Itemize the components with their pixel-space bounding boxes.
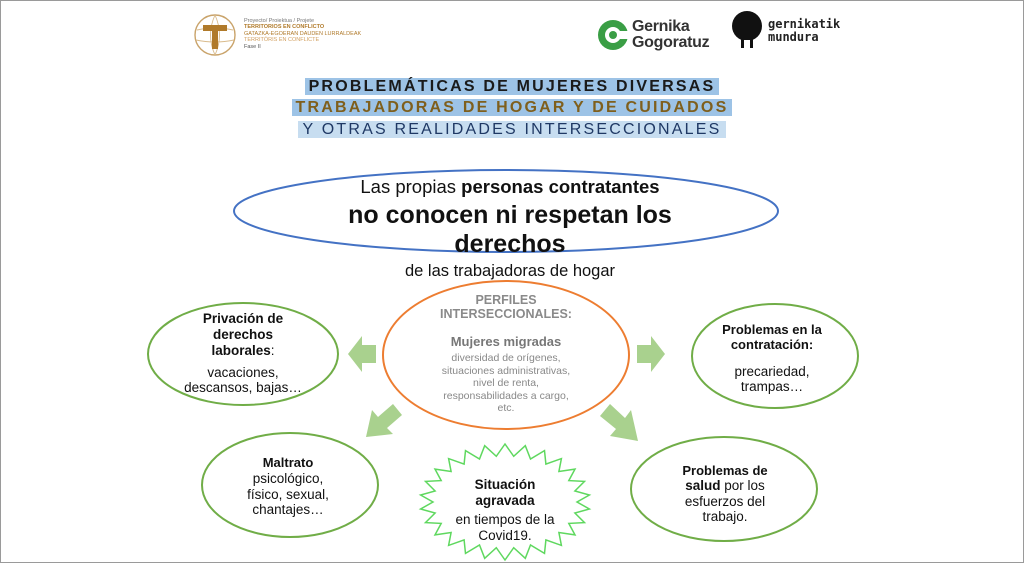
territorios-line: TERRITÒRIS EN CONFLICTE <box>244 37 320 44</box>
center-heading-1: PERFILES <box>475 293 537 307</box>
gogoratuz-word: Gogoratuz <box>632 34 710 51</box>
privacion-body-2: descansos, bajas… <box>184 380 302 395</box>
main-line-2: no conocen ni respetan los <box>348 201 672 229</box>
center-list-item: etc. <box>497 402 515 414</box>
covid-body-1: en tiempos de la <box>455 512 555 527</box>
center-list-item: responsabilidades a cargo, <box>443 389 569 402</box>
title-line-2-text: TRABAJADORAS DE HOGAR Y DE CUIDADOS <box>292 99 733 116</box>
covid-title-1: Situación <box>474 477 536 492</box>
covid-title <box>430 477 580 509</box>
center-list-item: situaciones administrativas, <box>441 364 571 377</box>
center-list-item: nivel de renta, <box>473 377 539 389</box>
contratacion-title-2: contratación: <box>730 337 814 352</box>
maltrato-title: Maltrato <box>262 455 314 470</box>
main-line-3: derechos <box>454 230 566 258</box>
center-heading <box>416 293 596 321</box>
contratacion-body-2: trampas… <box>740 379 804 394</box>
gernika-word: Gernika <box>632 18 690 35</box>
center-list-item: diversidad de orígenes, <box>451 352 561 364</box>
center-list <box>416 352 596 415</box>
maltrato-body <box>208 471 368 518</box>
main-statement-emphasis <box>230 201 790 259</box>
privacion-title-1: Privación de <box>202 311 284 326</box>
main-statement-line-1 <box>230 176 790 198</box>
privacion-body-1: vacaciones, <box>207 365 279 380</box>
arrow-right <box>637 336 665 372</box>
contratacion-title <box>692 322 852 352</box>
maltrato-body-2: físico, sexual, <box>247 486 329 502</box>
salud-body-1: esfuerzos del <box>684 493 766 509</box>
arrow-left <box>348 336 376 372</box>
contratacion-body <box>692 364 852 394</box>
maltrato-body-3: chantajes… <box>252 502 324 517</box>
privacion-body <box>158 365 328 395</box>
center-heading-2: INTERSECCIONALES: <box>440 307 572 321</box>
privacion-colon: : <box>270 343 275 358</box>
main-bold: personas contratantes <box>461 176 660 197</box>
salud-body <box>640 478 810 525</box>
territorios-line: Proyecto/ Proiektua / Projete <box>244 18 315 24</box>
center-subheading: Mujeres migradas <box>450 334 562 349</box>
main-pre: Las propias <box>360 176 462 197</box>
privacion-title-2: derechos <box>212 327 274 342</box>
privacion-title-3: laborales <box>211 343 271 358</box>
gernikatik-word: gernikatik <box>768 17 841 31</box>
maltrato-body-1: psicológico, <box>252 471 324 486</box>
salud-title-1: Problemas de <box>682 463 768 478</box>
arrow-down-right <box>600 404 638 441</box>
territorios-line: GATAZKA-EGOERAN DAUDEN LURRALDEAK <box>244 30 362 37</box>
privacion-title <box>158 311 328 359</box>
salud-title-2: salud <box>685 478 721 493</box>
contratacion-title-1: Problemas en la <box>722 322 822 337</box>
salud-body-inline: por los <box>720 478 765 493</box>
arrow-down-left <box>366 404 402 437</box>
covid-body-2: Covid19. <box>478 528 532 543</box>
title-line-3-text: Y OTRAS REALIDADES INTERSECCIONALES <box>298 121 725 138</box>
main-statement-line-4: de las trabajadoras de hogar <box>404 262 616 280</box>
salud-body-2: trabajo. <box>702 509 748 524</box>
mundura-word: mundura <box>768 30 819 44</box>
contratacion-body-1: precariedad, <box>734 364 810 379</box>
territorios-line: Fase II <box>244 43 261 50</box>
covid-body <box>430 512 580 544</box>
salud-title <box>640 463 810 478</box>
territorios-line: TERRITORIOS EN CONFLICTO <box>244 24 325 31</box>
title-line-1-text: PROBLEMÁTICAS DE MUJERES DIVERSAS <box>305 78 720 95</box>
covid-title-2: agravada <box>475 493 535 508</box>
